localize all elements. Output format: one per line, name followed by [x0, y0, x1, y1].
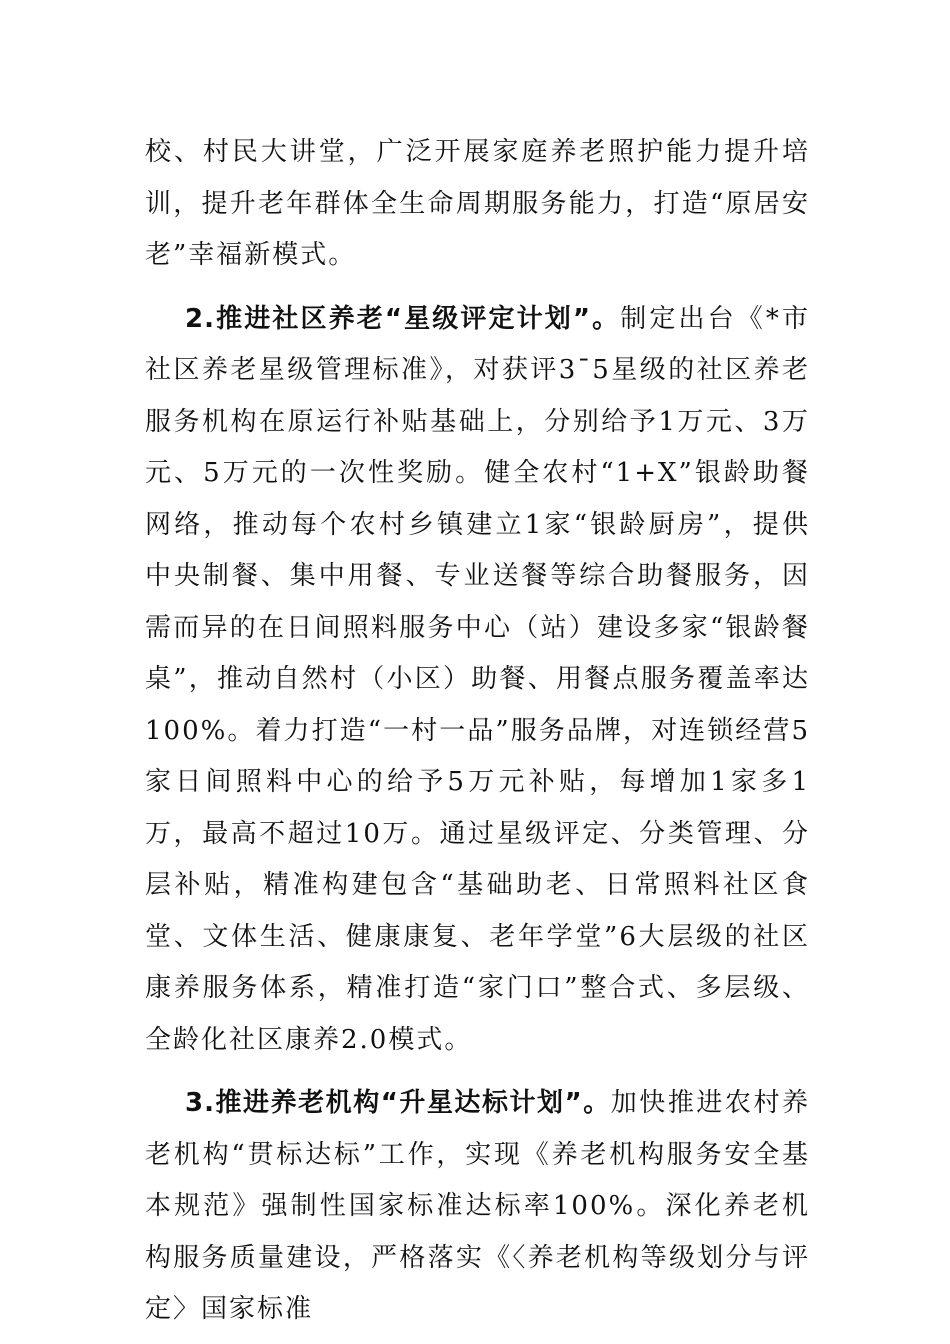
- paragraph-2: [145, 294, 810, 1067]
- document-body: [145, 127, 810, 1336]
- paragraph-3: [145, 1078, 810, 1336]
- paragraph-1-text: 校、村民大讲堂，广泛开展家庭养老照护能力提升培训，提升老年群体全生命周期服务能力，打造“原居安老”幸福新模式。: [145, 137, 810, 270]
- paragraph-2-text: 制定出台《*市社区养老星级管理标准》，对获评3¯5星级的社区养老服务机构在原运行补贴基础上，分别给予1万元、3万元、5万元的一次性奖励。健全农村“1+X”银龄助餐网络，推动每个农村乡镇建立1家“银龄厨房”，提供中央制餐、集中用餐、专业送餐等综合助餐服务，因需而异的在日间照料服务中心（站）建设多家“银龄餐桌”，推动自然村（小区）助餐、用餐点服务覆盖率达100%。着力打造“一村一品”服务品牌，对连锁经营5家日间照料中心的给予5万元补贴，每增加1家多1万，最高不超过10万。通过星级评定、分类管理、分层补贴，精准构建包含“基础助老、日常照料社区食堂、文体生活、健康康复、老年学堂”6大层级的社区康养服务体系，精准打造“家门口”整合式、多层级、全龄化社区康养2.0模式。: [145, 303, 810, 1055]
- paragraph-2-heading: 2.推进社区养老“星级评定计划”。: [185, 303, 621, 334]
- paragraph-3-heading: 3.推进养老机构“升星达标计划”。: [185, 1088, 611, 1118]
- paragraph-1: [145, 127, 810, 282]
- paragraph-3-text: 加快推进农村养老机构“贯标达标”工作，实现《养老机构服务安全基本规范》强制性国家标准达标率100%。深化养老机构服务质量建设，严格落实《〈养老机构等级划分与评定〉国家标准: [145, 1088, 810, 1324]
